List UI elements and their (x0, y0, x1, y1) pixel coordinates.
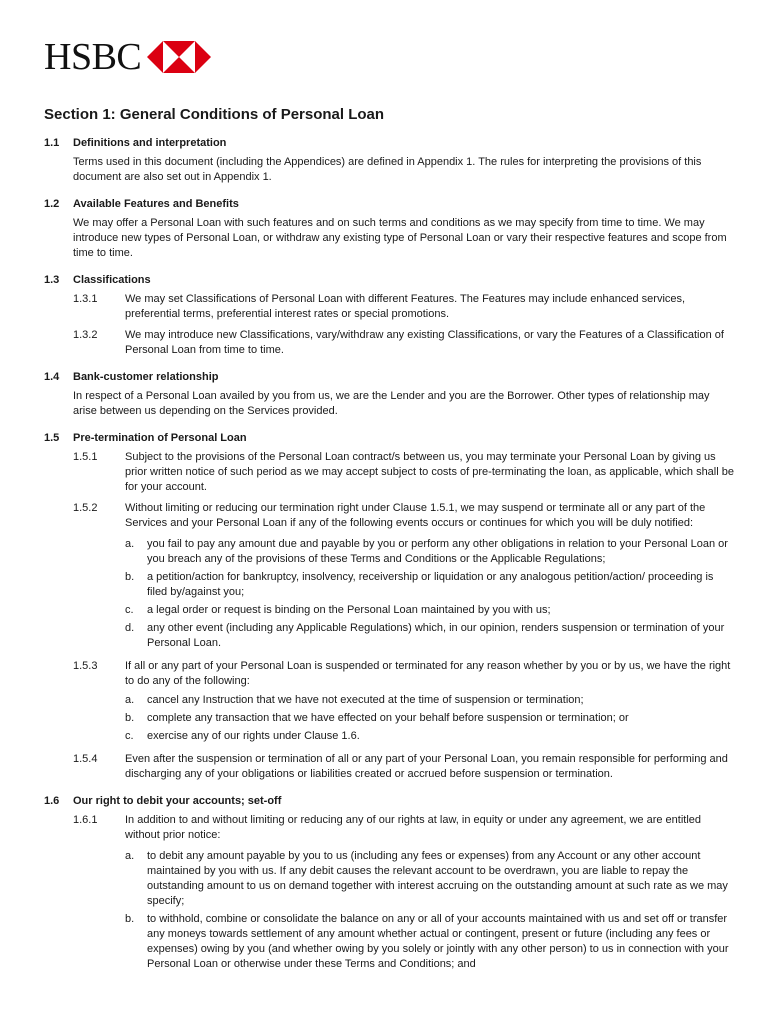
subclause-number: 1.5.1 (73, 451, 98, 463)
list-1-6-1 (44, 849, 734, 972)
list-item (44, 537, 734, 567)
list-1-5-2 (44, 537, 734, 651)
clause-text: Terms used in this document (including the Appendices) are defined in Appendix 1. The rules for interpreting the provisions of this document are also set out in Appendix 1. (73, 156, 702, 183)
subclause-number: 1.5.3 (73, 660, 98, 672)
list-letter: b. (125, 913, 135, 925)
list-1-5-3 (44, 693, 734, 744)
clause-title: Available Features and Benefits (73, 198, 239, 210)
clause-number: 1.3 (44, 274, 60, 286)
list-item (44, 621, 734, 651)
list-letter: c. (125, 730, 134, 742)
list-item-text: a legal order or request is binding on the Personal Loan maintained by you with us; (147, 604, 551, 616)
hsbc-logo (44, 36, 211, 78)
list-item (44, 570, 734, 600)
list-letter: a. (125, 694, 135, 706)
subclause-number: 1.3.1 (73, 293, 98, 305)
subclause-text: We may introduce new Classifications, vary/withdraw any existing Classifications, or vary the Features of a Classification of Personal Loan from time to time. (125, 329, 724, 356)
subclause-1-3-1 (44, 292, 734, 322)
list-item (44, 693, 734, 708)
clause-title: Definitions and interpretation (73, 137, 227, 149)
subclause-number: 1.5.2 (73, 502, 98, 514)
section-title: Section 1: General Conditions of Personal Loan (44, 106, 385, 123)
subclause-1-5-3 (44, 659, 734, 689)
subclause-number: 1.6.1 (73, 814, 98, 826)
list-item-text: to withhold, combine or consolidate the balance on any or all of your accounts maintained with us and set off or transfer any moneys towards settlement of any amount whether actual or contingent, present or future (including any fees or expenses) owing by you (and whether owing by you solely or jointly with any other person) to us in connection with your Personal Loan or otherwise under these Terms and Conditions; and (147, 913, 729, 970)
clause-title: Our right to debit your accounts; set-off (73, 795, 282, 807)
subclause-1-5-1 (44, 450, 734, 495)
subclause-text: Subject to the provisions of the Personal Loan contract/s between us, you may terminate your Personal Loan by giving us prior written notice of such period as we may accept subject to costs of pre-terminating the loan, as applicable, which shall be for your account. (125, 451, 734, 493)
clause-1-5 (44, 431, 734, 782)
subclause-number: 1.3.2 (73, 329, 98, 341)
list-item-text: complete any transaction that we have effected on your behalf before suspension or termination; or (147, 712, 629, 724)
hexagon-logo-icon (147, 41, 211, 73)
list-letter: a. (125, 850, 135, 862)
list-item (44, 912, 734, 972)
clause-title: Pre-termination of Personal Loan (73, 432, 247, 444)
subclause-1-5-2 (44, 501, 734, 531)
subclause-1-6-1 (44, 813, 734, 843)
clause-1-1 (44, 136, 734, 185)
subclause-1-3-2 (44, 328, 734, 358)
list-item-text: you fail to pay any amount due and payable by you or perform any other obligations in relation to your Personal Loan or you breach any of the provisions of these Terms and Conditions or the Applicable Regulations; (147, 538, 728, 565)
subclause-text: In addition to and without limiting or reducing any of our rights at law, in equity or under any agreement, we are entitled without prior notice: (125, 814, 702, 841)
list-item (44, 603, 734, 618)
document-body (44, 100, 734, 984)
subclause-text: Without limiting or reducing our termination right under Clause 1.5.1, we may suspend or terminate all or any part of the Services and your Personal Loan if any of the following events occurs or continues for which you will be duly notified: (125, 502, 706, 529)
subclause-text: Even after the suspension or termination of all or any part of your Personal Loan, you remain responsible for performing and discharging any of your obligations or liabilities created or accrued before suspension or termination. (125, 753, 728, 780)
clause-number: 1.2 (44, 198, 60, 210)
clause-number: 1.6 (44, 795, 60, 807)
clause-title: Classifications (73, 274, 151, 286)
list-item-text: a petition/action for bankruptcy, insolvency, receivership or liquidation or any analogous petition/action/ proceeding is filed by/against you; (147, 571, 714, 598)
clause-number: 1.5 (44, 432, 60, 444)
list-letter: b. (125, 571, 135, 583)
logo-wordmark: HSBC (44, 36, 142, 78)
subclause-1-5-4 (44, 752, 734, 782)
list-letter: c. (125, 604, 134, 616)
clause-title: Bank-customer relationship (73, 371, 219, 383)
subclause-text: If all or any part of your Personal Loan is suspended or terminated for any reason whether by you or by us, we have the right to do any of the following: (125, 660, 731, 687)
clause-number: 1.1 (44, 137, 60, 149)
list-item-text: cancel any Instruction that we have not executed at the time of suspension or termination; (147, 694, 584, 706)
clause-text: In respect of a Personal Loan availed by you from us, we are the Lender and you are the Borrower. Other types of relationship may arise between us depending on the Services provided. (73, 390, 710, 417)
clause-1-6 (44, 794, 734, 972)
clause-1-4 (44, 370, 734, 419)
list-letter: d. (125, 622, 135, 634)
clause-text: We may offer a Personal Loan with such features and on such terms and conditions as we may specify from time to time. We may introduce new types of Personal Loan, or withdraw any existing type of Personal Loan or vary their respective features and scope from time to time. (73, 217, 727, 259)
list-letter: a. (125, 538, 135, 550)
list-item (44, 729, 734, 744)
list-item-text: to debit any amount payable by you to us (including any fees or expenses) from any Account or any other account maintained by you with us. If any debit causes the relevant account to be overdrawn, you are liable to repay the outstanding amount to us on demand together with interest accruing on the outstanding amount at such rate as we may specify; (147, 850, 728, 907)
subclause-text: We may set Classifications of Personal Loan with different Features. The Features may include enhanced services, preferential terms, preferential interest rates or special promotions. (125, 293, 686, 320)
clause-1-2 (44, 197, 734, 261)
list-item-text: exercise any of our rights under Clause 1.6. (147, 730, 360, 742)
list-item-text: any other event (including any Applicable Regulations) which, in our opinion, renders suspension or termination of your Personal Loan. (147, 622, 725, 649)
list-item (44, 849, 734, 909)
subclause-number: 1.5.4 (73, 753, 98, 765)
list-item (44, 711, 734, 726)
clause-number: 1.4 (44, 371, 60, 383)
clause-1-3 (44, 273, 734, 358)
list-letter: b. (125, 712, 135, 724)
